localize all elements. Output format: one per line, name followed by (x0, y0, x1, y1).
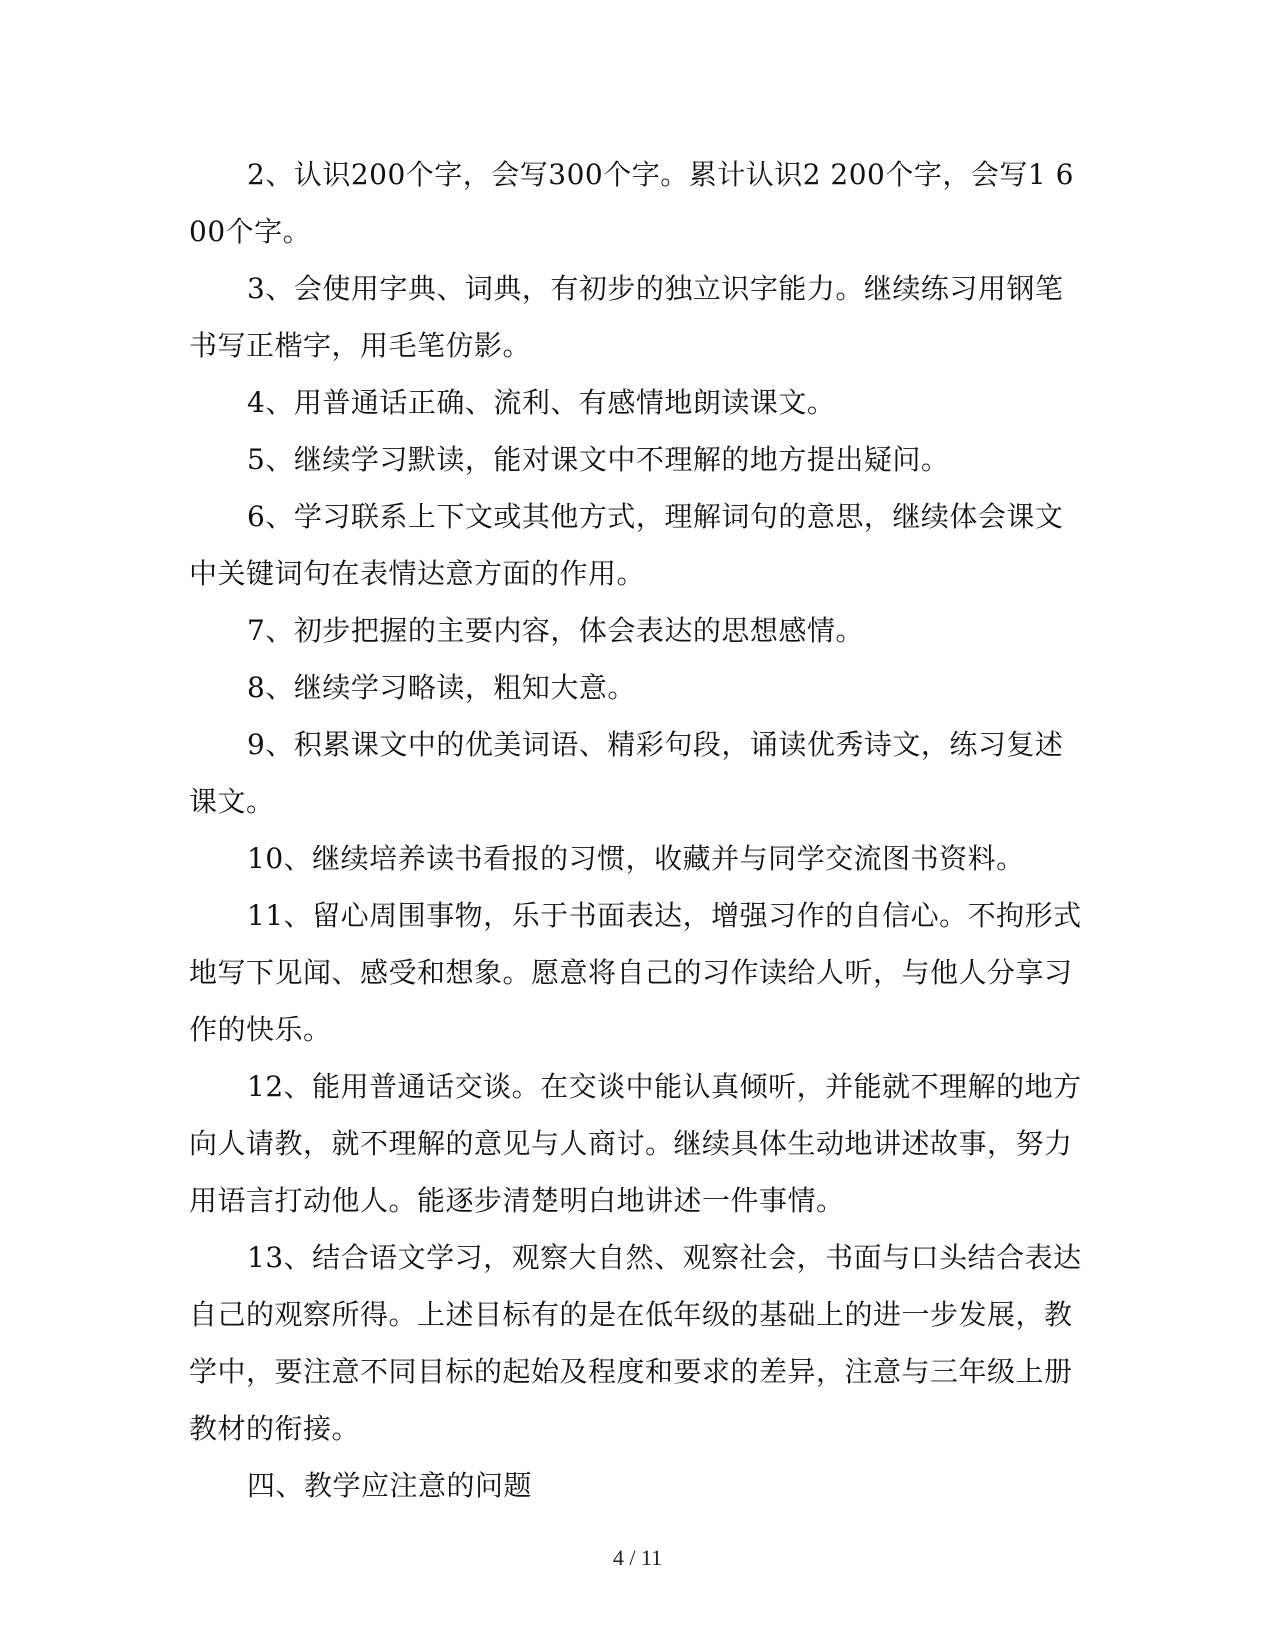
list-item-3: 3、会使用字典、词典，有初步的独立识字能力。继续练习用钢笔书写正楷字，用毛笔仿影。 (189, 272, 1064, 362)
list-item-2: 2、认识200个字，会写300个字。累计认识2 200个字，会写1 600个字。 (189, 158, 1074, 248)
list-item-6: 6、学习联系上下文或其他方式，理解词句的意思，继续体会课文中关键词句在表情达意方面的作用。 (189, 500, 1064, 590)
document-body (189, 146, 1084, 1514)
list-item-10: 10、继续培养读书看报的习惯，收藏并与同学交流图书资料。 (247, 842, 1025, 875)
list-item-13: 13、结合语文学习，观察大自然、观察社会，书面与口头结合表达自己的观察所得。上述目标有的是在低年级的基础上的进一步发展，教学中，要注意不同目标的起始及程度和要求的差异，注意与三年级上册教材的衔接。 (189, 1241, 1082, 1445)
list-item-5: 5、继续学习默读，能对课文中不理解的地方提出疑问。 (247, 443, 950, 476)
section-heading: 四、教学应注意的问题 (247, 1469, 533, 1502)
list-item-4: 4、用普通话正确、流利、有感情地朗读课文。 (247, 386, 836, 419)
list-item-12: 12、能用普通话交谈。在交谈中能认真倾听，并能就不理解的地方向人请教，就不理解的意见与人商讨。继续具体生动地讲述故事，努力用语言打动他人。能逐步清楚明白地讲述一件事情。 (189, 1070, 1082, 1217)
page-number: 4 / 11 (612, 1545, 663, 1570)
list-item-11: 11、留心周围事物，乐于书面表达，增强习作的自信心。不拘形式地写下见闻、感受和想象。愿意将自己的习作读给人听，与他人分享习作的快乐。 (189, 899, 1082, 1046)
list-item-7: 7、初步把握的主要内容，体会表达的思想感情。 (247, 614, 864, 647)
list-item-8: 8、继续学习略读，粗知大意。 (247, 671, 636, 704)
list-item-9: 9、积累课文中的优美词语、精彩句段，诵读优秀诗文，练习复述课文。 (189, 728, 1064, 818)
